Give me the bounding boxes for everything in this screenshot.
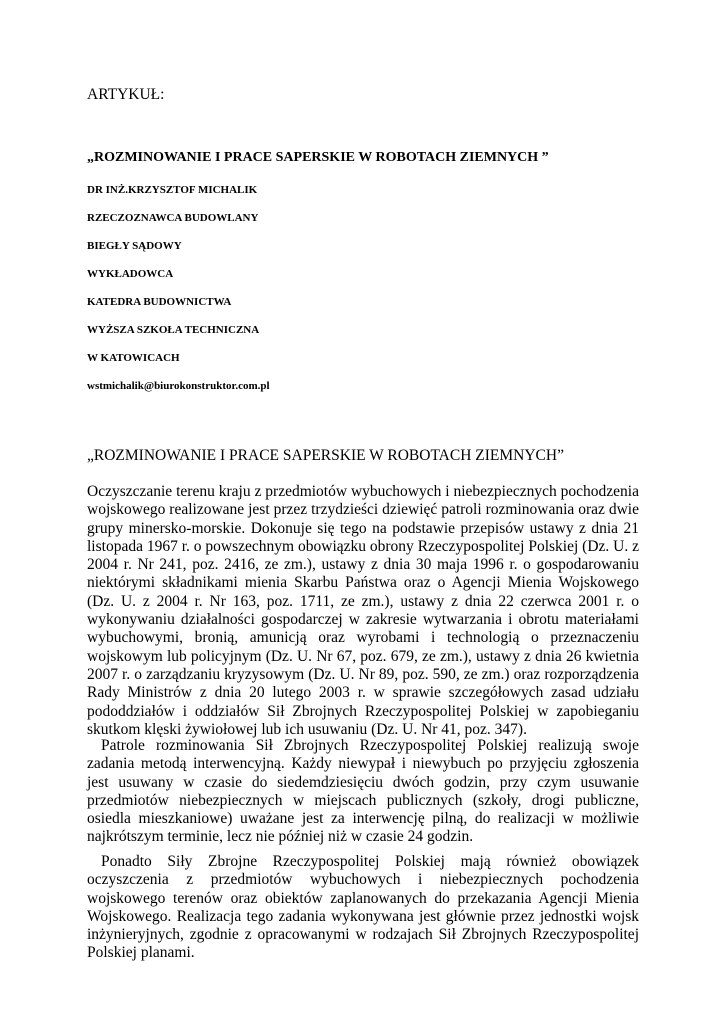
- author-email: wstmichalik@biurokonstruktor.com.pl: [87, 380, 270, 392]
- body-paragraph: Ponadto Siły Zbrojne Rzeczypospolitej Polskiej mają również obowiązek oczyszczenia z przedmiotów wybuchowych i niebezpiecznych pochodzenia wojskowego terenów oraz obiektów zaplanowanych do przekazania Agencji Mienia Wojskowego. Realizacja tego zadania wykonywana jest głównie przez jednostki wojsk inżynieryjnych, zgodnie z opracowanymi w rodzajach Sił Zbrojnych Rzeczypospolitej Polskiej planami.: [87, 853, 639, 962]
- author-department: KATEDRA BUDOWNICTWA: [87, 296, 232, 308]
- author-title-expert: RZECZOZNAWCA BUDOWLANY: [87, 212, 259, 224]
- author-school: WYŻSZA SZKOŁA TECHNICZNA: [87, 324, 260, 336]
- section-title: „ROZMINOWANIE I PRACE SAPERSKIE W ROBOTACH ZIEMNYCH”: [87, 447, 564, 464]
- author-title-lecturer: WYKŁADOWCA: [87, 268, 174, 280]
- body-paragraph: Oczyszczanie terenu kraju z przedmiotów wybuchowych i niebezpiecznych pochodzenia wojskowego realizowane jest przez trzydzieści dziewięć patroli rozminowania oraz dwie grupy minersko-morskie. Dokonuje się tego na podstawie przepisów ustawy z dnia 21 listopada 1967 r. o powszechnym obowiązku obrony Rzeczypospolitej Polskiej (Dz. U. z 2004 r. Nr 241, poz. 2416, ze zm.), ustawy z dnia 30 maja 1996 r. o gospodarowaniu niektórymi składnikami mienia Skarbu Państwa oraz o Agencji Mienia Wojskowego (Dz. U. z 2004 r. Nr 163, poz. 1711, ze zm.), ustawy z dnia 22 czerwca 2001 r. o wykonywaniu działalności gospodarczej w zakresie wytwarzania i obrotu materiałami wybuchowymi, bronią, amunicją oraz wyrobami i technologią o przeznaczeniu wojskowym lub policyjnym (Dz. U. Nr 67, poz. 679, ze zm.), ustawy z dnia 26 kwietnia 2007 r. o zarządzaniu kryzysowym (Dz. U. Nr 89, poz. 590, ze zm.) oraz rozporządzenia Rady Ministrów z dnia 20 lutego 2003 r. w sprawie szczegółowych zasad udziału pododdziałów i oddziałów Sił Zbrojnych Rzeczypospolitej Polskiej w zapobieganiu skutkom klęski żywiołowej lub ich usuwaniu (Dz. U. Nr 41, poz. 347).: [87, 483, 639, 738]
- author-city: W KATOWICACH: [87, 352, 180, 364]
- article-title: „ROZMINOWANIE I PRACE SAPERSKIE W ROBOTACH ZIEMNYCH ”: [87, 150, 549, 165]
- article-label: ARTYKUŁ:: [87, 86, 165, 103]
- body-paragraph: Patrole rozminowania Sił Zbrojnych Rzeczypospolitej Polskiej realizują swoje zadania metodą interwencyjną. Każdy niewypał i niewybuch po przyjęciu zgłoszenia jest usuwany w czasie do siedemdziesięciu dwóch godzin, przy czym usuwanie przedmiotów niebezpiecznych w miejscach publicznych (szkoły, drogi publiczne, osiedla mieszkaniowe) uważane jest za interwencję pilną, do realizacji w możliwie najkrótszym terminie, lecz nie później niż w czasie 24 godzin.: [87, 737, 639, 846]
- author-title-court-expert: BIEGŁY SĄDOWY: [87, 240, 182, 252]
- author-info: [87, 183, 270, 407]
- author-name: DR INŻ.KRZYSZTOF MICHALIK: [87, 184, 258, 196]
